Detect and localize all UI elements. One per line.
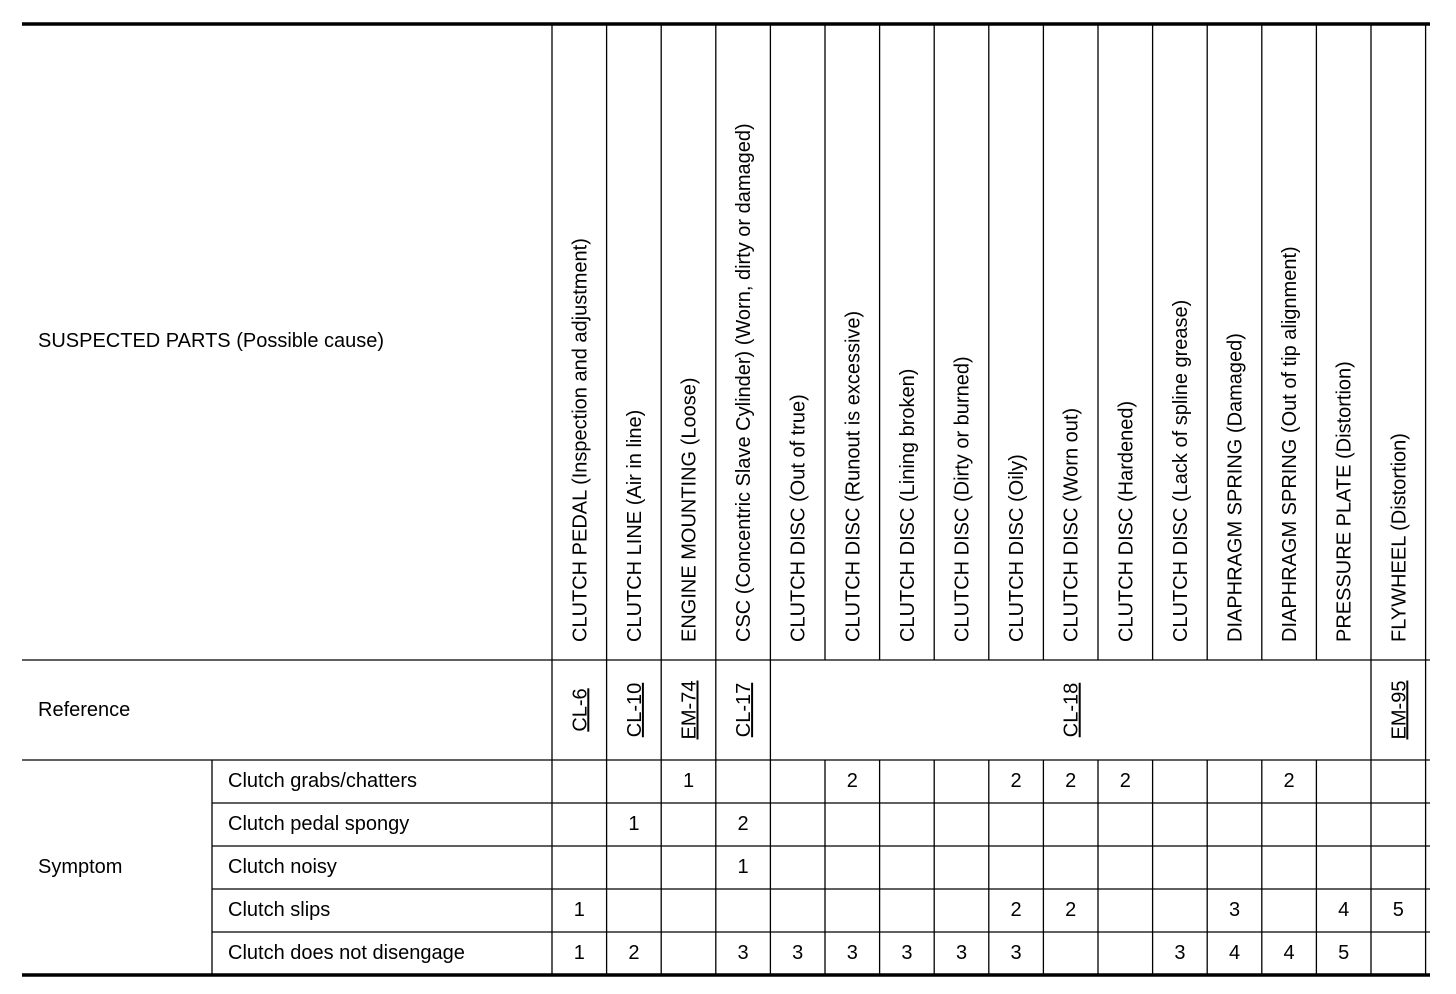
reference-link[interactable]: CL-10 [623, 682, 646, 738]
priority-cell: 1 [573, 942, 585, 964]
part-header: CLUTCH LINE (Air in line) [623, 409, 646, 642]
part-header: FLYWHEEL (Distortion) [1388, 433, 1411, 642]
part-header: CLUTCH DISC (Out of true) [787, 394, 810, 642]
reference-label: Reference [38, 699, 131, 721]
part-header: CLUTCH DISC (Hardened) [1115, 400, 1138, 642]
priority-cell: 2 [1065, 770, 1077, 792]
symptom-name: Clutch slips [228, 899, 331, 921]
priority-cell: 2 [1065, 899, 1077, 921]
part-header: CLUTCH DISC (Oily) [1006, 454, 1029, 642]
part-headers [569, 123, 1410, 642]
symptom-name: Clutch pedal spongy [228, 813, 410, 835]
reference-row [569, 681, 1410, 740]
priority-cell: 1 [628, 813, 640, 835]
reference-link[interactable]: CL-18 [1060, 682, 1083, 738]
priority-cell: 3 [846, 942, 858, 964]
priority-cell: 3 [1228, 899, 1241, 921]
part-header: CLUTCH DISC (Lining broken) [896, 368, 919, 642]
reference-link[interactable]: EM-74 [678, 680, 701, 740]
priority-cell: 2 [737, 813, 749, 835]
part-header: CLUTCH DISC (Dirty or burned) [951, 356, 974, 642]
part-header: CLUTCH DISC (Lack of spline grease) [1169, 299, 1192, 642]
priority-cell: 2 [1010, 770, 1022, 792]
reference-link[interactable]: CL-6 [569, 688, 592, 732]
priority-cell: 3 [901, 942, 913, 964]
symptom-rows [228, 770, 1404, 964]
part-header: ENGINE MOUNTING (Loose) [678, 377, 701, 642]
priority-cell: 4 [1338, 899, 1350, 921]
priority-cell: 2 [1283, 770, 1295, 792]
part-header: CSC (Concentric Slave Cylinder) (Worn, dirty or damaged) [733, 123, 756, 642]
priority-cell: 1 [682, 770, 695, 792]
part-header: CLUTCH PEDAL (Inspection and adjustment) [569, 238, 592, 642]
priority-cell: 2 [846, 770, 858, 792]
priority-cell: 4 [1228, 942, 1241, 964]
priority-cell: 3 [1010, 942, 1022, 964]
reference-link[interactable]: CL-17 [733, 682, 756, 738]
priority-cell: 3 [792, 942, 804, 964]
priority-cell: 1 [737, 856, 749, 878]
part-header: DIAPHRAGM SPRING (Damaged) [1224, 333, 1247, 642]
part-header: DIAPHRAGM SPRING (Out of tip alignment) [1279, 246, 1302, 642]
part-header: CLUTCH DISC (Worn out) [1060, 407, 1083, 642]
priority-cell: 2 [628, 942, 640, 964]
part-header: CLUTCH DISC (Runout is excessive) [842, 310, 865, 642]
priority-cell: 5 [1338, 942, 1350, 964]
priority-cell: 4 [1283, 942, 1295, 964]
symptom-name: Clutch does not disengage [228, 942, 465, 964]
symptom-name: Clutch grabs/chatters [228, 770, 417, 792]
priority-cell: 1 [573, 899, 585, 921]
reference-link[interactable]: EM-95 [1388, 680, 1411, 740]
priority-cell: 3 [1174, 942, 1186, 964]
priority-cell: 2 [1010, 899, 1022, 921]
priority-cell: 2 [1119, 770, 1131, 792]
symptom-label: Symptom [38, 856, 123, 878]
priority-cell: 3 [737, 942, 749, 964]
suspected-parts-label: SUSPECTED PARTS (Possible cause) [38, 330, 385, 352]
priority-cell: 3 [955, 942, 968, 964]
symptom-name: Clutch noisy [228, 856, 337, 878]
priority-cell: 5 [1392, 899, 1404, 921]
part-header: PRESSURE PLATE (Distortion) [1333, 361, 1356, 642]
